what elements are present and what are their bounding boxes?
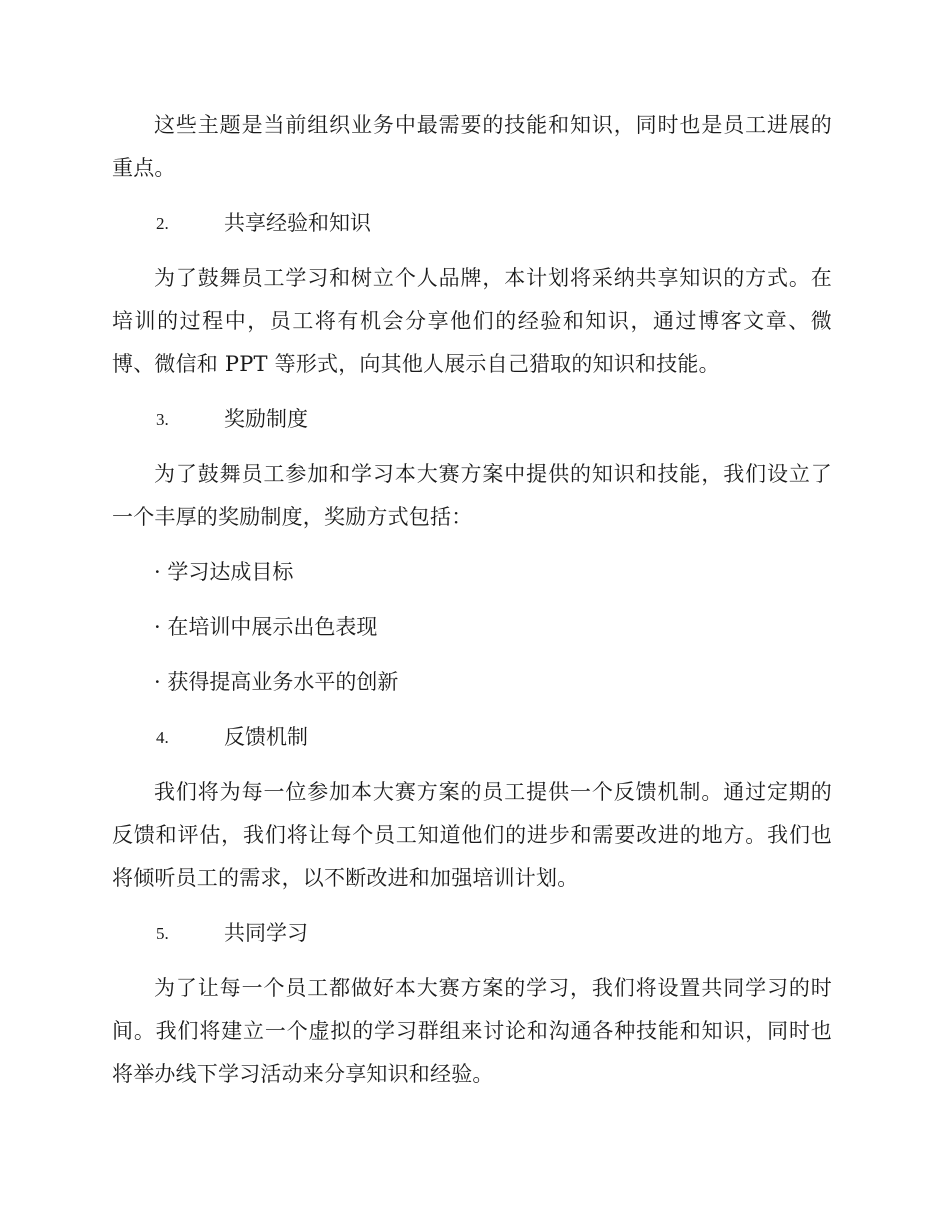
- section-number: 4.: [156, 728, 169, 747]
- section-number: 2.: [156, 214, 169, 233]
- section-title: 反馈机制: [224, 725, 308, 749]
- bullet-item: · 获得提高业务水平的创新: [154, 670, 399, 694]
- paragraph-feedback: 我们将为每一位参加本大赛方案的员工提供一个反馈机制。通过定期的反馈和评估，我们将让每个员工知道他们的进步和需要改进的地方。我们也将倾听员工的需求，以不断改进和加强培训计划。: [112, 780, 832, 890]
- bullet-item: · 学习达成目标: [154, 560, 294, 584]
- section-title: 共同学习: [224, 921, 308, 945]
- section-title: 奖励制度: [224, 407, 308, 431]
- section-heading-2: [112, 202, 832, 245]
- document-page: [112, 104, 832, 1108]
- paragraph-sharing: 为了鼓舞员工学习和树立个人品牌，本计划将采纳共享知识的方式。在培训的过程中，员工将有机会分享他们的经验和知识，通过博客文章、微博、微信和 PPT 等形式，向其他人展示自己猎取的知识和技能。: [112, 266, 832, 376]
- section-title: 共享经验和知识: [224, 211, 371, 235]
- bullet-item: · 在培训中展示出色表现: [154, 615, 378, 639]
- section-number: 3.: [156, 410, 169, 429]
- section-heading-3: [112, 398, 832, 441]
- section-heading-5: [112, 912, 832, 955]
- section-heading-4: [112, 716, 832, 759]
- paragraph-topics-summary: 这些主题是当前组织业务中最需要的技能和知识，同时也是员工进展的重点。: [112, 113, 832, 180]
- paragraph-rewards: 为了鼓舞员工参加和学习本大赛方案中提供的知识和技能，我们设立了一个丰厚的奖励制度，奖励方式包括：: [112, 462, 832, 529]
- section-number: 5.: [156, 924, 169, 943]
- paragraph-joint-learning: 为了让每一个员工都做好本大赛方案的学习，我们将设置共同学习的时间。我们将建立一个虚拟的学习群组来讨论和沟通各种技能和知识，同时也将举办线下学习活动来分享知识和经验。: [112, 976, 832, 1086]
